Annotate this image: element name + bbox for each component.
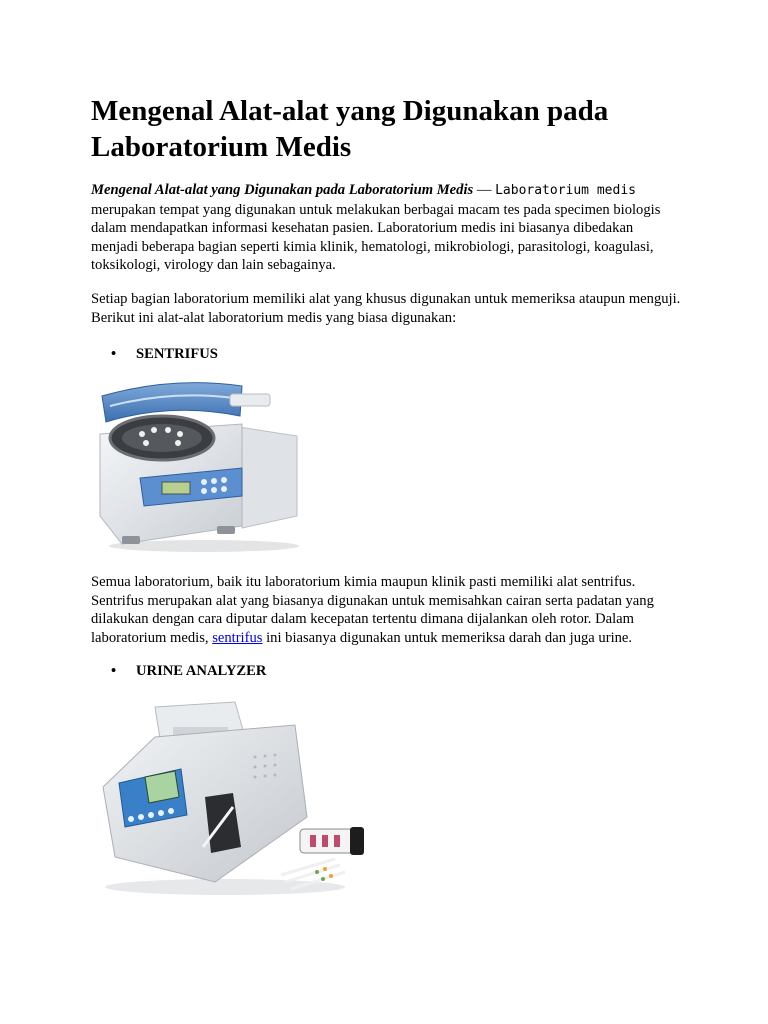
intro-dash: — [473, 182, 496, 198]
sentrifus-paragraph [91, 573, 686, 647]
intro-lead: Mengenal Alat-alat yang Digunakan pada Laboratorium Medis [91, 182, 474, 198]
intro-paragraph [91, 181, 681, 275]
intro-mono: Laboratorium medis [495, 183, 636, 198]
sentrifus-text-2: ini biasanya digunakan untuk memeriksa darah dan juga urine. [262, 629, 633, 646]
section-heading-label: SENTRIFUS [136, 346, 218, 362]
urine-analyzer-image [95, 697, 370, 907]
intro-rest: merupakan tempat yang digunakan untuk melakukan berbagai macam tes pada specimen biologis dalam mendapatkan informasi kesehatan pasien. Laboratorium medis ini biasanya dibedakan menjadi beberapa bagian seperti kimia klinik, hematologi, mikrobiologi, parasitologi, koagulasi, toksikologi, virology dan lain sebagainya. [91, 201, 661, 273]
section-heading-label: URINE ANALYZER [136, 663, 267, 679]
bullet-dot: • [111, 346, 117, 362]
centrifuge-image [92, 376, 302, 554]
bullet-dot: • [111, 663, 117, 679]
paragraph-2: Setiap bagian laboratorium memiliki alat yang khusus digunakan untuk memeriksa ataupun menguji. Berikut ini alat-alat laboratorium medis yang biasa digunakan: [91, 291, 681, 326]
sentrifus-text-1: Semua laboratorium, baik itu laboratorium kimia maupun klinik pasti memiliki alat sentrifus. Sentrifus merupakan alat yang biasanya digunakan untuk memisahkan cairan serta padatan yang dilakukan dengan cara diputar dalam kecepatan tertentu dimana dijalankan oleh rotor. Dalam laboratorium medis, [91, 574, 654, 646]
sentrifus-link[interactable]: sentrifus [212, 629, 263, 646]
page-title: Mengenal Alat-alat yang Digunakan pada Laboratorium Medis [91, 95, 609, 163]
